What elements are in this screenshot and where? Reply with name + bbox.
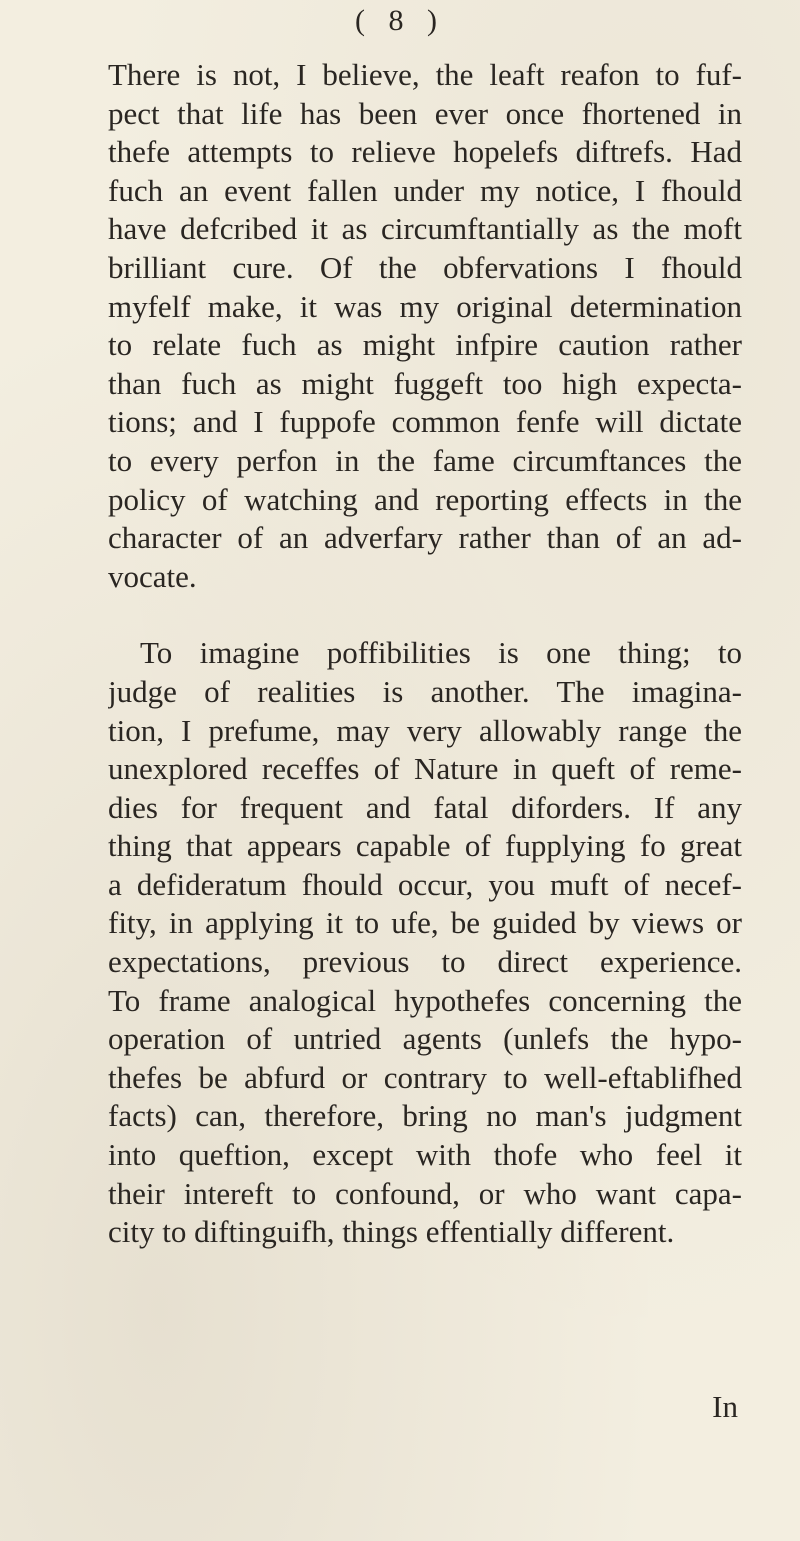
- text-line: policy of watching and reporting effects in the: [108, 481, 742, 517]
- text-line: There is not, I believe, the leaft reafon to fuf-: [108, 57, 742, 92]
- text-line: have defcribed it as circumftantially as the moft: [108, 211, 742, 247]
- text-line: their intereft to confound, or who want capa-: [108, 1175, 742, 1211]
- paragraph-gap: [108, 596, 742, 634]
- text-line: thefe attempts to relieve hopelefs diftrefs. Had: [108, 134, 742, 170]
- text-line: to relate fuch as might infpire caution rather: [108, 327, 742, 363]
- paragraph-2: [108, 634, 742, 1252]
- text-line: vocate.: [108, 558, 197, 594]
- text-line: judge of realities is another. The imagina-: [108, 673, 742, 709]
- text-line: To frame analogical hypothefes concerning the: [108, 982, 742, 1018]
- text-line: thing that appears capable of fupplying fo great: [108, 828, 742, 864]
- text-line: tions; and I fuppofe common fenfe will dictate: [108, 404, 742, 440]
- text-line: facts) can, therefore, bring no man's judgment: [108, 1098, 742, 1134]
- text-line: unexplored receffes of Nature in queft of reme-: [108, 751, 742, 787]
- text-line: operation of untried agents (unlefs the hypo-: [108, 1021, 742, 1057]
- text-line: fity, in applying it to ufe, be guided by views or: [108, 905, 742, 941]
- text-line: dies for frequent and fatal diforders. If any: [108, 789, 742, 825]
- text-line: To imagine poffibilities is one thing; to: [140, 635, 742, 671]
- text-line: thefes be abfurd or contrary to well-eftablifhed: [108, 1059, 742, 1095]
- text-line: city to diftinguifh, things effentially different.: [108, 1214, 675, 1250]
- text-line: than fuch as might fuggeft too high expecta-: [108, 365, 742, 401]
- text-line: myfelf make, it was my original determination: [108, 288, 742, 324]
- paragraph-1: [108, 56, 742, 596]
- text-line: a defideratum fhould occur, you muft of necef-: [108, 866, 742, 902]
- text-line: fuch an event fallen under my notice, I fhould: [108, 172, 742, 208]
- text-line: brilliant cure. Of the obfervations I fhould: [108, 249, 742, 285]
- text-line: pect that life has been ever once fhortened in: [108, 95, 742, 131]
- text-line: to every perfon in the fame circumftances the: [108, 442, 742, 478]
- text-line: expectations, previous to direct experience.: [108, 944, 742, 980]
- text-line: into queftion, except with thofe who feel it: [108, 1137, 742, 1173]
- catchword: In: [712, 1389, 738, 1424]
- text-line: character of an adverfary rather than of an ad-: [108, 520, 742, 556]
- text-line: tion, I prefume, may very allowably range the: [108, 712, 742, 748]
- body-text: [108, 56, 742, 1252]
- page-number: ( 8 ): [355, 4, 445, 37]
